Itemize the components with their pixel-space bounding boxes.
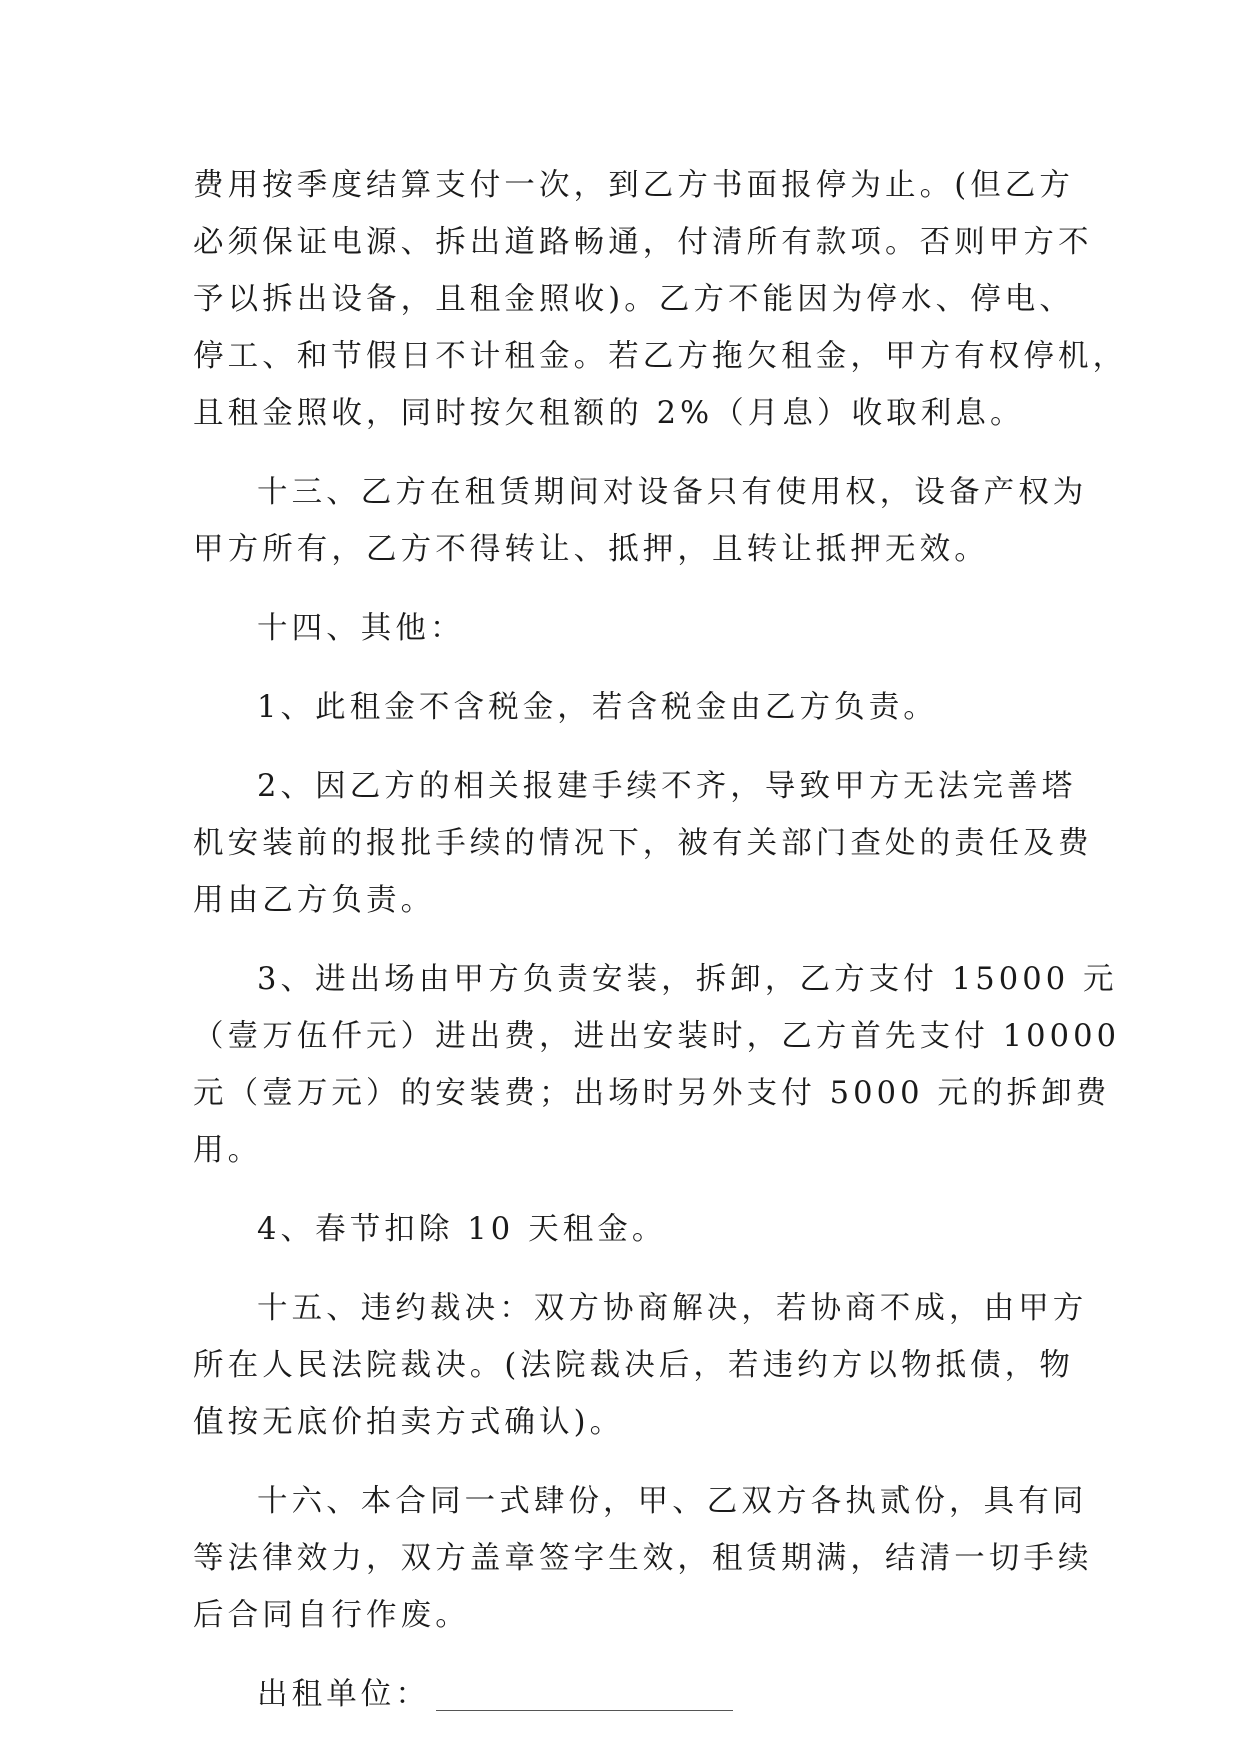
text-line: 用由乙方负责。 <box>193 883 436 918</box>
paragraph-clause-16 <box>193 1473 1093 1644</box>
paragraph-gap <box>193 1644 1053 1666</box>
text-line: 4、春节扣除 10 天租金。 <box>257 1212 667 1247</box>
paragraph-clause-14-item-2 <box>193 758 1093 929</box>
text-line: 机安装前的报批手续的情况下，被有关部门查处的责任及费 <box>193 826 1093 861</box>
paragraph-gap <box>193 1451 1053 1473</box>
paragraph-clause-13 <box>193 464 1088 578</box>
signature-label: 出租单位： <box>257 1677 430 1712</box>
text-line: 3、进出场由甲方负责安装，拆卸，乙方支付 15000 元 <box>257 962 1118 997</box>
paragraph-gap <box>193 736 1053 758</box>
paragraph-gap <box>193 1179 1053 1201</box>
paragraph-gap <box>193 578 1053 600</box>
paragraph-clause-14-item-3 <box>193 951 1121 1179</box>
paragraph-gap <box>193 442 1053 464</box>
text-line: 等法律效力，双方盖章签字生效，租赁期满，结清一切手续 <box>193 1541 1093 1576</box>
text-line: 十三、乙方在租赁期间对设备只有使用权，设备产权为 <box>257 475 1088 510</box>
text-line: 值按无底价拍卖方式确认)。 <box>193 1405 625 1440</box>
text-line: 停工、和节假日不计租金。若乙方拖欠租金，甲方有权停机， <box>193 339 1128 374</box>
paragraph-clause-14 <box>193 600 1053 657</box>
text-line: 1、此租金不含税金，若含税金由乙方负责。 <box>257 690 938 725</box>
paragraph-gap <box>193 1258 1053 1280</box>
document-body <box>193 157 1128 1723</box>
text-line: 甲方所有，乙方不得转让、抵押，且转让抵押无效。 <box>193 532 989 567</box>
text-line: （壹万伍仟元）进出费，进出安装时，乙方首先支付 10000 <box>193 1019 1121 1054</box>
paragraph-gap <box>193 657 1053 679</box>
text-line: 且租金照收，同时按欠租额的 2%（月息）收取利息。 <box>193 396 1025 431</box>
text-line: 所在人民法院裁决。(法院裁决后，若违约方以物抵债，物 <box>193 1348 1074 1383</box>
signature-blank-line <box>436 1710 733 1711</box>
text-line: 后合同自行作废。 <box>193 1598 470 1633</box>
paragraph-fee-settlement <box>193 157 1128 442</box>
text-line: 用。 <box>193 1133 263 1168</box>
paragraph-clause-14-item-1 <box>193 679 1053 736</box>
text-line: 十六、本合同一式肆份，甲、乙双方各执贰份，具有同 <box>257 1484 1088 1519</box>
text-line: 2、因乙方的相关报建手续不齐，导致甲方无法完善塔 <box>257 769 1077 804</box>
paragraph-gap <box>193 929 1053 951</box>
text-line: 元（壹万元）的安装费；出场时另外支付 5000 元的拆卸费 <box>193 1076 1111 1111</box>
paragraph-clause-14-item-4 <box>193 1201 1053 1258</box>
text-line: 十五、违约裁决：双方协商解决，若协商不成，由甲方 <box>257 1291 1088 1326</box>
signature-lessor <box>193 1666 1053 1723</box>
text-line: 十四、其他： <box>257 611 465 646</box>
text-line: 必须保证电源、拆出道路畅通，付清所有款项。否则甲方不 <box>193 225 1093 260</box>
paragraph-clause-15 <box>193 1280 1088 1451</box>
text-line: 费用按季度结算支付一次，到乙方书面报停为止。(但乙方 <box>193 168 1074 203</box>
text-line: 予以拆出设备，且租金照收)。乙方不能因为停水、停电、 <box>193 282 1074 317</box>
